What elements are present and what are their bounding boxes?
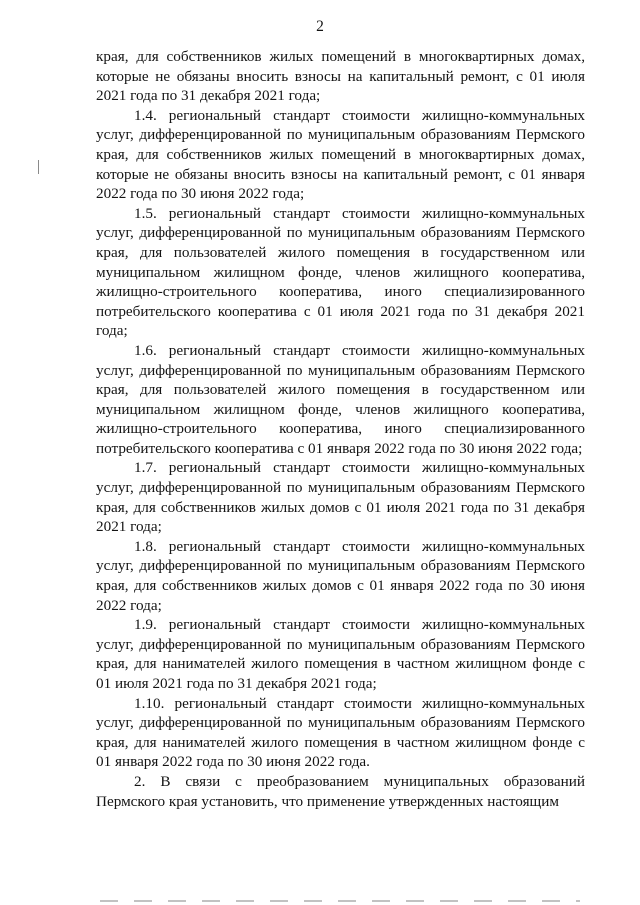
page-number: 2 [316, 18, 324, 35]
paragraph-item-1-10: 1.10. региональный стандарт стоимости жилищно-коммунальных услуг, дифференцированной по муниципальным образованиям Пермского края, для нанимателей жилого помещения в частном жилищном фонде с 01 января 2022 года по 30 июня 2022 года. [96, 694, 585, 771]
paragraph-item-1-9: 1.9. региональный стандарт стоимости жилищно-коммунальных услуг, дифференцированной по муниципальным образованиям Пермского края, для нанимателей жилого помещения в частном жилищном фонде с 01 июля 2021 года по 31 декабря 2021 года; [96, 616, 585, 692]
paragraph-item-1-8: 1.8. региональный стандарт стоимости жилищно-коммунальных услуг, дифференцированной по муниципальным образованиям Пермского края, для собственников жилых домов с 01 января 2022 года по 30 июня 2022 года; [96, 537, 585, 614]
scan-edge-artifact [100, 900, 580, 902]
paragraph-continuation: края, для собственников жилых помещений в многоквартирных домах, которые не обязаны вносить взносы на капитальный ремонт, с 01 июля 2021 года по 31 декабря 2021 года; [96, 48, 585, 105]
margin-scan-mark [38, 160, 39, 174]
paragraph-item-1-4: 1.4. региональный стандарт стоимости жилищно-коммунальных услуг, дифференцированной по муниципальным образованиям Пермского края, для собственников жилых помещений в многоквартирных домах, которые не обязаны вносить взносы на капитальный ремонт, с 01 января 2022 года по 30 июня 2022 года; [96, 106, 585, 203]
paragraph-item-1-7: 1.7. региональный стандарт стоимости жилищно-коммунальных услуг, дифференцированной по муниципальным образованиям Пермского края, для собственников жилых домов с 01 июля 2021 года по 31 декабря 2021 года; [96, 459, 585, 536]
paragraph-item-1-5: 1.5. региональный стандарт стоимости жилищно-коммунальных услуг, дифференцированной по муниципальным образованиям Пермского края, для пользователей жилого помещения в государственном или муниципальном жилищном фонде, членов жилищного кооператива, жилищно-строительного кооператива, иного специализированного потребительского кооператива с 01 июля 2021 года по 31 декабря 2021 года; [96, 204, 585, 340]
paragraph-item-1-6: 1.6. региональный стандарт стоимости жилищно-коммунальных услуг, дифференцированной по муниципальным образованиям Пермского края, для пользователей жилого помещения в государственном или муниципальном жилищном фонде, членов жилищного кооператива, жилищно-строительного кооператива, иного специализированного потребительского кооператива с 01 января 2022 года по 30 июня 2022 года; [96, 341, 585, 457]
document-body [96, 47, 585, 811]
paragraph-item-2: 2. В связи с преобразованием муниципальных образований Пермского края установить, что применение утвержденных настоящим [96, 772, 585, 810]
